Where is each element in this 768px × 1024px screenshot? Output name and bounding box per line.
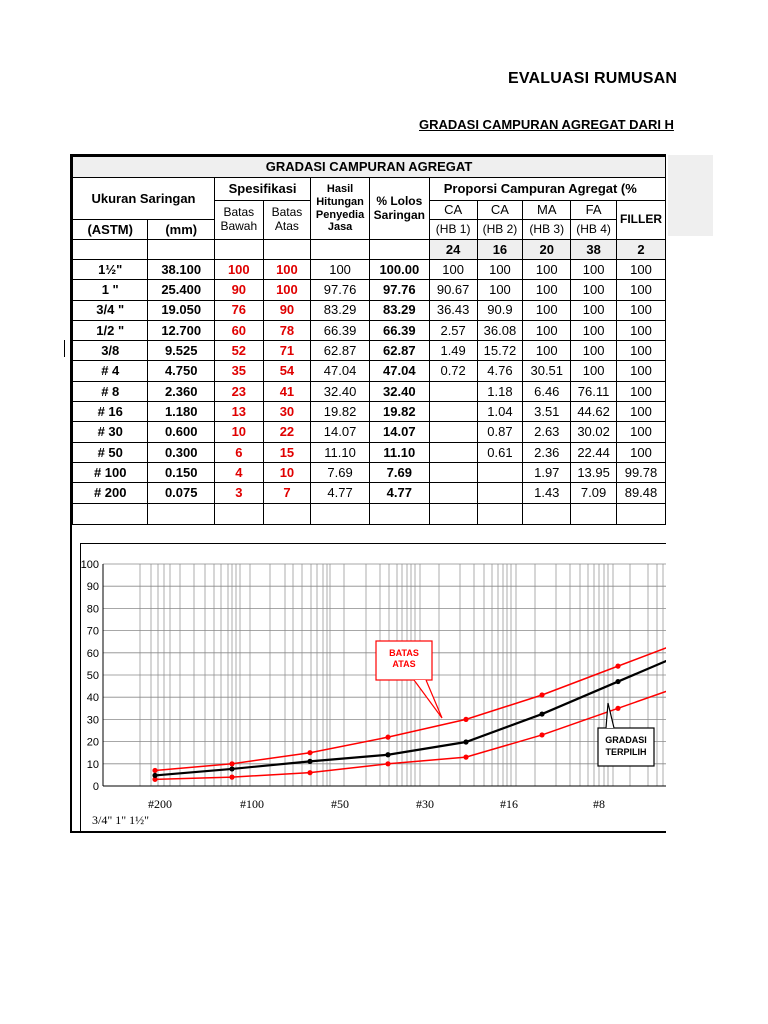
- pct-col-3: 20: [523, 240, 571, 260]
- cell-astm: 1 ": [73, 280, 148, 300]
- cell-bawah: 3: [214, 483, 263, 503]
- cell-hb2: 1.18: [477, 381, 523, 401]
- cell-filler: 89.48: [617, 483, 666, 503]
- series-batas-bawah-point: [307, 770, 312, 775]
- cell-hb4: 100: [571, 260, 617, 280]
- series-gradasi-terpilih-point: [229, 766, 234, 771]
- x-tick-label-row2: 3/4" 1" 1½": [92, 813, 150, 827]
- cell-mm: 38.100: [148, 260, 215, 280]
- pct-col-1: 24: [429, 240, 477, 260]
- cell-astm: # 100: [73, 462, 148, 482]
- cell-mm: 12.700: [148, 320, 215, 340]
- cell-filler: 100: [617, 300, 666, 320]
- cell-lolos: 97.76: [369, 280, 429, 300]
- cell-bawah: 90: [214, 280, 263, 300]
- cell-hb1: 90.67: [429, 280, 477, 300]
- series-batas-bawah-point: [229, 775, 234, 780]
- cell-lolos: 19.82: [369, 402, 429, 422]
- cell-atas: 78: [263, 320, 311, 340]
- cell-mm: 0.150: [148, 462, 215, 482]
- cell-hasil: 83.29: [311, 300, 370, 320]
- series-gradasi-terpilih-point: [307, 759, 312, 764]
- cell-hb1: [429, 462, 477, 482]
- page-title: EVALUASI RUMUSAN: [508, 70, 678, 87]
- cell-hb1: 2.57: [429, 320, 477, 340]
- cell-atas: 10: [263, 462, 311, 482]
- cell-hb1: [429, 381, 477, 401]
- cell-mm: 1.180: [148, 402, 215, 422]
- header-proporsi: Proporsi Campuran Agregat (%: [429, 178, 665, 201]
- text-cursor: [64, 340, 65, 357]
- cell-hasil: 62.87: [311, 341, 370, 361]
- cell-filler: 100: [617, 442, 666, 462]
- table-row: [73, 422, 666, 442]
- cell-hb3: 1.43: [523, 483, 571, 503]
- cell-hb3: 3.51: [523, 402, 571, 422]
- y-tick-label: 10: [86, 758, 99, 771]
- table-row: [73, 280, 666, 300]
- cell-filler: 100: [617, 402, 666, 422]
- header-sub-4: (HB 4): [571, 220, 617, 240]
- cell-mm: 19.050: [148, 300, 215, 320]
- cell-lolos: 14.07: [369, 422, 429, 442]
- cell-mm: 2.360: [148, 381, 215, 401]
- cell-bawah: 23: [214, 381, 263, 401]
- series-batas-atas-point: [229, 761, 234, 766]
- cell-filler: 100: [617, 341, 666, 361]
- cell-hb4: 100: [571, 320, 617, 340]
- chart-svg: [80, 543, 666, 833]
- pct-col-2: 16: [477, 240, 523, 260]
- cell-astm: # 16: [73, 402, 148, 422]
- cell-lolos: 11.10: [369, 442, 429, 462]
- cell-hasil: 14.07: [311, 422, 370, 442]
- cell-hb4: 100: [571, 341, 617, 361]
- table-row: [73, 320, 666, 340]
- header-col-1: CA: [429, 201, 477, 220]
- series-batas-bawah-point: [539, 732, 544, 737]
- cell-atas: 71: [263, 341, 311, 361]
- header-sub-1: (HB 1): [429, 220, 477, 240]
- cell-bawah: 60: [214, 320, 263, 340]
- cell-hasil: 4.77: [311, 483, 370, 503]
- cell-hb1: 100: [429, 260, 477, 280]
- series-batas-bawah-point: [615, 706, 620, 711]
- cell-hb2: 15.72: [477, 341, 523, 361]
- cell-hasil: 32.40: [311, 381, 370, 401]
- cell-atas: 22: [263, 422, 311, 442]
- header-sub-2: (HB 2): [477, 220, 523, 240]
- cell-hb4: 7.09: [571, 483, 617, 503]
- series-batas-bawah-point: [385, 761, 390, 766]
- cell-atas: 7: [263, 483, 311, 503]
- cell-hb4: 22.44: [571, 442, 617, 462]
- chart-frame: [81, 544, 667, 834]
- header-batas-atas: Batas Atas: [263, 201, 311, 240]
- cell-hb2: 100: [477, 260, 523, 280]
- table-main-header: GRADASI CAMPURAN AGREGAT: [73, 157, 666, 178]
- cell-highlight-area: [668, 155, 713, 236]
- cell-lolos: 7.69: [369, 462, 429, 482]
- x-tick-label: #16: [500, 797, 518, 811]
- cell-astm: # 200: [73, 483, 148, 503]
- cell-atas: 54: [263, 361, 311, 381]
- cell-mm: 25.400: [148, 280, 215, 300]
- cell-hb3: 100: [523, 280, 571, 300]
- cell-astm: # 50: [73, 442, 148, 462]
- header-col-3: MA: [523, 201, 571, 220]
- series-batas-bawah-point: [463, 755, 468, 760]
- y-tick-label: 90: [86, 581, 99, 594]
- cell-hasil: 100: [311, 260, 370, 280]
- cell-atas: 100: [263, 280, 311, 300]
- y-tick-label: 80: [86, 603, 99, 616]
- cell-hb3: 6.46: [523, 381, 571, 401]
- table-body: [73, 260, 666, 504]
- cell-astm: # 4: [73, 361, 148, 381]
- page-subtitle: GRADASI CAMPURAN AGREGAT DARI H: [419, 117, 674, 132]
- cell-hb1: [429, 483, 477, 503]
- cell-mm: 0.075: [148, 483, 215, 503]
- cell-hasil: 47.04: [311, 361, 370, 381]
- pct-filler: 2: [617, 240, 666, 260]
- x-tick-label: #50: [331, 797, 349, 811]
- cell-hb1: [429, 422, 477, 442]
- cell-hb4: 100: [571, 300, 617, 320]
- table-row: [73, 381, 666, 401]
- cell-filler: 100: [617, 381, 666, 401]
- series-batas-atas-point: [385, 735, 390, 740]
- cell-hb1: 36.43: [429, 300, 477, 320]
- callout-gradasi-text-1: GRADASI: [605, 735, 647, 745]
- cell-bawah: 13: [214, 402, 263, 422]
- cell-hb2: 4.76: [477, 361, 523, 381]
- cell-lolos: 32.40: [369, 381, 429, 401]
- cell-mm: 0.300: [148, 442, 215, 462]
- cell-bawah: 4: [214, 462, 263, 482]
- y-tick-label: 60: [86, 647, 99, 660]
- header-astm: (ASTM): [73, 220, 148, 240]
- cell-hb1: [429, 402, 477, 422]
- cell-bawah: 76: [214, 300, 263, 320]
- series-batas-atas-point: [152, 768, 157, 773]
- cell-hb2: [477, 483, 523, 503]
- y-tick-label: 40: [86, 692, 99, 705]
- series-batas-atas-point: [539, 692, 544, 697]
- cell-hasil: 7.69: [311, 462, 370, 482]
- cell-atas: 41: [263, 381, 311, 401]
- cell-hasil: 66.39: [311, 320, 370, 340]
- cell-mm: 4.750: [148, 361, 215, 381]
- x-tick-label: #200: [148, 797, 172, 811]
- cell-filler: 100: [617, 320, 666, 340]
- series-gradasi-terpilih-point: [539, 711, 544, 716]
- cell-hb3: 1.97: [523, 462, 571, 482]
- header-sub-3: (HB 3): [523, 220, 571, 240]
- series-batas-atas-point: [615, 664, 620, 669]
- cell-hb4: 100: [571, 280, 617, 300]
- cell-lolos: 100.00: [369, 260, 429, 280]
- cell-lolos: 62.87: [369, 341, 429, 361]
- cell-hb3: 2.36: [523, 442, 571, 462]
- cell-hb4: 30.02: [571, 422, 617, 442]
- cell-hb3: 100: [523, 341, 571, 361]
- cell-hb2: 36.08: [477, 320, 523, 340]
- x-tick-label: #100: [240, 797, 264, 811]
- cell-atas: 90: [263, 300, 311, 320]
- cell-lolos: 4.77: [369, 483, 429, 503]
- table-row: [73, 442, 666, 462]
- cell-bawah: 10: [214, 422, 263, 442]
- cell-hb2: 90.9: [477, 300, 523, 320]
- cell-lolos: 47.04: [369, 361, 429, 381]
- cell-bawah: 6: [214, 442, 263, 462]
- table-row: [73, 341, 666, 361]
- cell-hb2: 0.87: [477, 422, 523, 442]
- cell-hasil: 19.82: [311, 402, 370, 422]
- cell-lolos: 83.29: [369, 300, 429, 320]
- cell-mm: 0.600: [148, 422, 215, 442]
- cell-astm: # 30: [73, 422, 148, 442]
- cell-bawah: 35: [214, 361, 263, 381]
- callout-batas-atas-text-1: BATAS: [389, 648, 419, 658]
- callout-batas-atas-text-2: ATAS: [392, 659, 416, 669]
- table-row: [73, 462, 666, 482]
- cell-filler: 100: [617, 260, 666, 280]
- cell-atas: 100: [263, 260, 311, 280]
- y-tick-label: 0: [92, 781, 99, 793]
- callout-gradasi-text-2: TERPILIH: [605, 747, 647, 757]
- cell-hb2: 1.04: [477, 402, 523, 422]
- cell-filler: 100: [617, 361, 666, 381]
- cell-bawah: 100: [214, 260, 263, 280]
- cell-hb2: 0.61: [477, 442, 523, 462]
- cell-hb2: 100: [477, 280, 523, 300]
- header-spesifikasi: Spesifikasi: [214, 178, 310, 201]
- table-row: [73, 483, 666, 503]
- cell-hb3: 30.51: [523, 361, 571, 381]
- cell-atas: 15: [263, 442, 311, 462]
- header-hasil: Hasil Hitungan Penyedia Jasa: [311, 178, 370, 240]
- cell-astm: 3/8: [73, 341, 148, 361]
- cell-hb4: 44.62: [571, 402, 617, 422]
- y-tick-label: 50: [86, 670, 99, 682]
- cell-astm: 3/4 ": [73, 300, 148, 320]
- table-row: [73, 361, 666, 381]
- series-gradasi-terpilih-point: [463, 739, 468, 744]
- spreadsheet-sheet: [70, 154, 666, 833]
- header-batas-bawah: Batas Bawah: [214, 201, 263, 240]
- cell-hb4: 13.95: [571, 462, 617, 482]
- cell-hb1: [429, 442, 477, 462]
- series-gradasi-terpilih-point: [615, 679, 620, 684]
- x-tick-label: #8: [593, 797, 605, 811]
- cell-hb3: 100: [523, 300, 571, 320]
- cell-hb1: 1.49: [429, 341, 477, 361]
- header-filler: FILLER: [617, 201, 666, 240]
- cell-astm: 1½": [73, 260, 148, 280]
- y-tick-label: 20: [86, 736, 99, 749]
- header-lolos: % Lolos Saringan: [369, 178, 429, 240]
- cell-hb3: 100: [523, 320, 571, 340]
- cell-filler: 100: [617, 280, 666, 300]
- series-batas-atas-point: [307, 750, 312, 755]
- table-row: [73, 260, 666, 280]
- cell-hb2: [477, 462, 523, 482]
- y-tick-label: 70: [86, 625, 99, 638]
- series-gradasi-terpilih-point: [385, 752, 390, 757]
- header-ukuran-saringan: Ukuran Saringan: [73, 178, 215, 220]
- cell-lolos: 66.39: [369, 320, 429, 340]
- series-batas-atas-point: [463, 717, 468, 722]
- cell-astm: 1/2 ": [73, 320, 148, 340]
- table-row: [73, 402, 666, 422]
- y-tick-label: 100: [80, 559, 99, 571]
- cell-hasil: 97.76: [311, 280, 370, 300]
- gradation-table: [72, 156, 666, 525]
- cell-astm: # 8: [73, 381, 148, 401]
- cell-mm: 9.525: [148, 341, 215, 361]
- header-col-2: CA: [477, 201, 523, 220]
- series-gradasi-terpilih-point: [152, 773, 157, 778]
- cell-hasil: 11.10: [311, 442, 370, 462]
- y-tick-label: 30: [86, 714, 99, 727]
- gradation-chart: [80, 543, 666, 833]
- cell-hb4: 100: [571, 361, 617, 381]
- cell-atas: 30: [263, 402, 311, 422]
- header-col-4: FA: [571, 201, 617, 220]
- header-mm: (mm): [148, 220, 215, 240]
- cell-hb3: 2.63: [523, 422, 571, 442]
- cell-filler: 99.78: [617, 462, 666, 482]
- cell-hb3: 100: [523, 260, 571, 280]
- cell-hb4: 76.11: [571, 381, 617, 401]
- table-row: [73, 300, 666, 320]
- x-tick-label: #30: [416, 797, 434, 811]
- cell-filler: 100: [617, 422, 666, 442]
- cell-hb1: 0.72: [429, 361, 477, 381]
- cell-bawah: 52: [214, 341, 263, 361]
- pct-col-4: 38: [571, 240, 617, 260]
